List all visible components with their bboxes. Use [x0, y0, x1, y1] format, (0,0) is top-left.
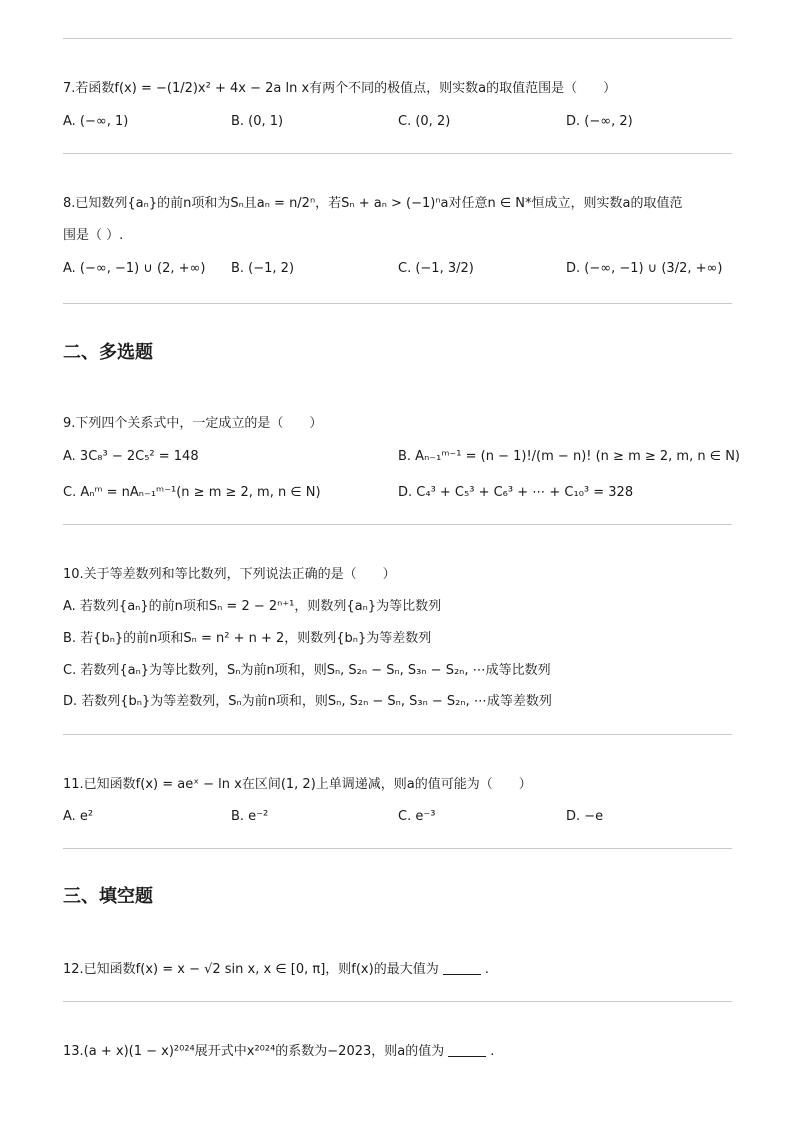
divider-q9 [63, 524, 732, 525]
q8-option-b: B. (−1, 2) [231, 261, 295, 276]
q8-option-c: C. (−1, 3/2) [398, 261, 474, 276]
q10-option-d: D. 若数列{bₙ}为等差数列，Sₙ为前n项和，则Sₙ, S₂ₙ − Sₙ, S₃ₙ − S₂ₙ, ⋯成等差数列 [63, 694, 552, 709]
answer-blank-12[interactable] [443, 962, 481, 975]
question-12 [63, 962, 489, 978]
q7-option-c: C. (0, 2) [398, 114, 451, 129]
q10-option-c: C. 若数列{aₙ}为等比数列，Sₙ为前n项和，则Sₙ, S₂ₙ − Sₙ, S₃ₙ − S₂ₙ, ⋯成等比数列 [63, 663, 551, 678]
question-12-end: . [484, 962, 489, 977]
question-11-stem: 11.已知函数f(x) = aeˣ − ln x在区间(1, 2)上单调递减，则a的值可能为（ ） [63, 777, 532, 792]
q9-option-a: A. 3C₈³ − 2C₅² = 148 [63, 449, 199, 464]
q7-option-a: A. (−∞, 1) [63, 114, 129, 129]
divider-q12 [63, 1001, 732, 1002]
divider-q10 [63, 734, 732, 735]
divider-q7 [63, 153, 732, 154]
q7-option-d: D. (−∞, 2) [566, 114, 633, 129]
q9-option-b: B. Aₙ₋₁ᵐ⁻¹ = (n − 1)!/(m − n)! (n ≥ m ≥ 2, m, n ∈ N) [398, 449, 740, 464]
question-10-stem: 10.关于等差数列和等比数列，下列说法正确的是（ ） [63, 567, 396, 582]
answer-blank-13[interactable] [448, 1044, 486, 1057]
section-heading-fill-in: 三、填空题 [63, 886, 153, 907]
q9-option-d: D. C₄³ + C₅³ + C₆³ + ⋯ + C₁₀³ = 328 [398, 485, 634, 500]
section-heading-multiple-choice: 二、多选题 [63, 342, 153, 363]
q10-option-a: A. 若数列{aₙ}的前n项和Sₙ = 2 − 2ⁿ⁺¹，则数列{aₙ}为等比数列 [63, 599, 442, 614]
divider-q8 [63, 303, 732, 304]
question-12-stem: 12.已知函数f(x) = x − √2 sin x, x ∈ [0, π]，则f(x)的最大值为 [63, 962, 439, 977]
question-8-stem-cont: 围是（ ）. [63, 228, 124, 243]
question-13-end: . [490, 1044, 495, 1059]
q8-option-a: A. (−∞, −1) ∪ (2, +∞) [63, 261, 206, 276]
question-7-stem: 7.若函数f(x) = −(1/2)x² + 4x − 2a ln x有两个不同的极值点，则实数a的取值范围是（ ） [63, 81, 617, 96]
question-13-stem: 13.(a + x)(1 − x)²⁰²⁴展开式中x²⁰²⁴的系数为−2023，则a的值为 [63, 1044, 445, 1059]
q11-option-d: D. −e [566, 809, 604, 824]
q11-option-c: C. e⁻³ [398, 809, 436, 824]
q7-option-b: B. (0, 1) [231, 114, 284, 129]
q11-option-b: B. e⁻² [231, 809, 269, 824]
q9-option-c: C. Aₙᵐ = nAₙ₋₁ᵐ⁻¹(n ≥ m ≥ 2, m, n ∈ N) [63, 485, 321, 500]
question-8-stem: 8.已知数列{aₙ}的前n项和为Sₙ且aₙ = n/2ⁿ，若Sₙ + aₙ > (−1)ⁿa对任意n ∈ N*恒成立，则实数a的取值范 [63, 196, 683, 211]
q11-option-a: A. e² [63, 809, 94, 824]
question-9-stem: 9.下列四个关系式中，一定成立的是（ ） [63, 416, 323, 431]
question-13 [63, 1044, 494, 1060]
q8-option-d: D. (−∞, −1) ∪ (3/2, +∞) [566, 261, 723, 276]
q10-option-b: B. 若{bₙ}的前n项和Sₙ = n² + n + 2，则数列{bₙ}为等差数列 [63, 631, 432, 646]
divider-q11 [63, 848, 732, 849]
divider-top [63, 38, 732, 39]
